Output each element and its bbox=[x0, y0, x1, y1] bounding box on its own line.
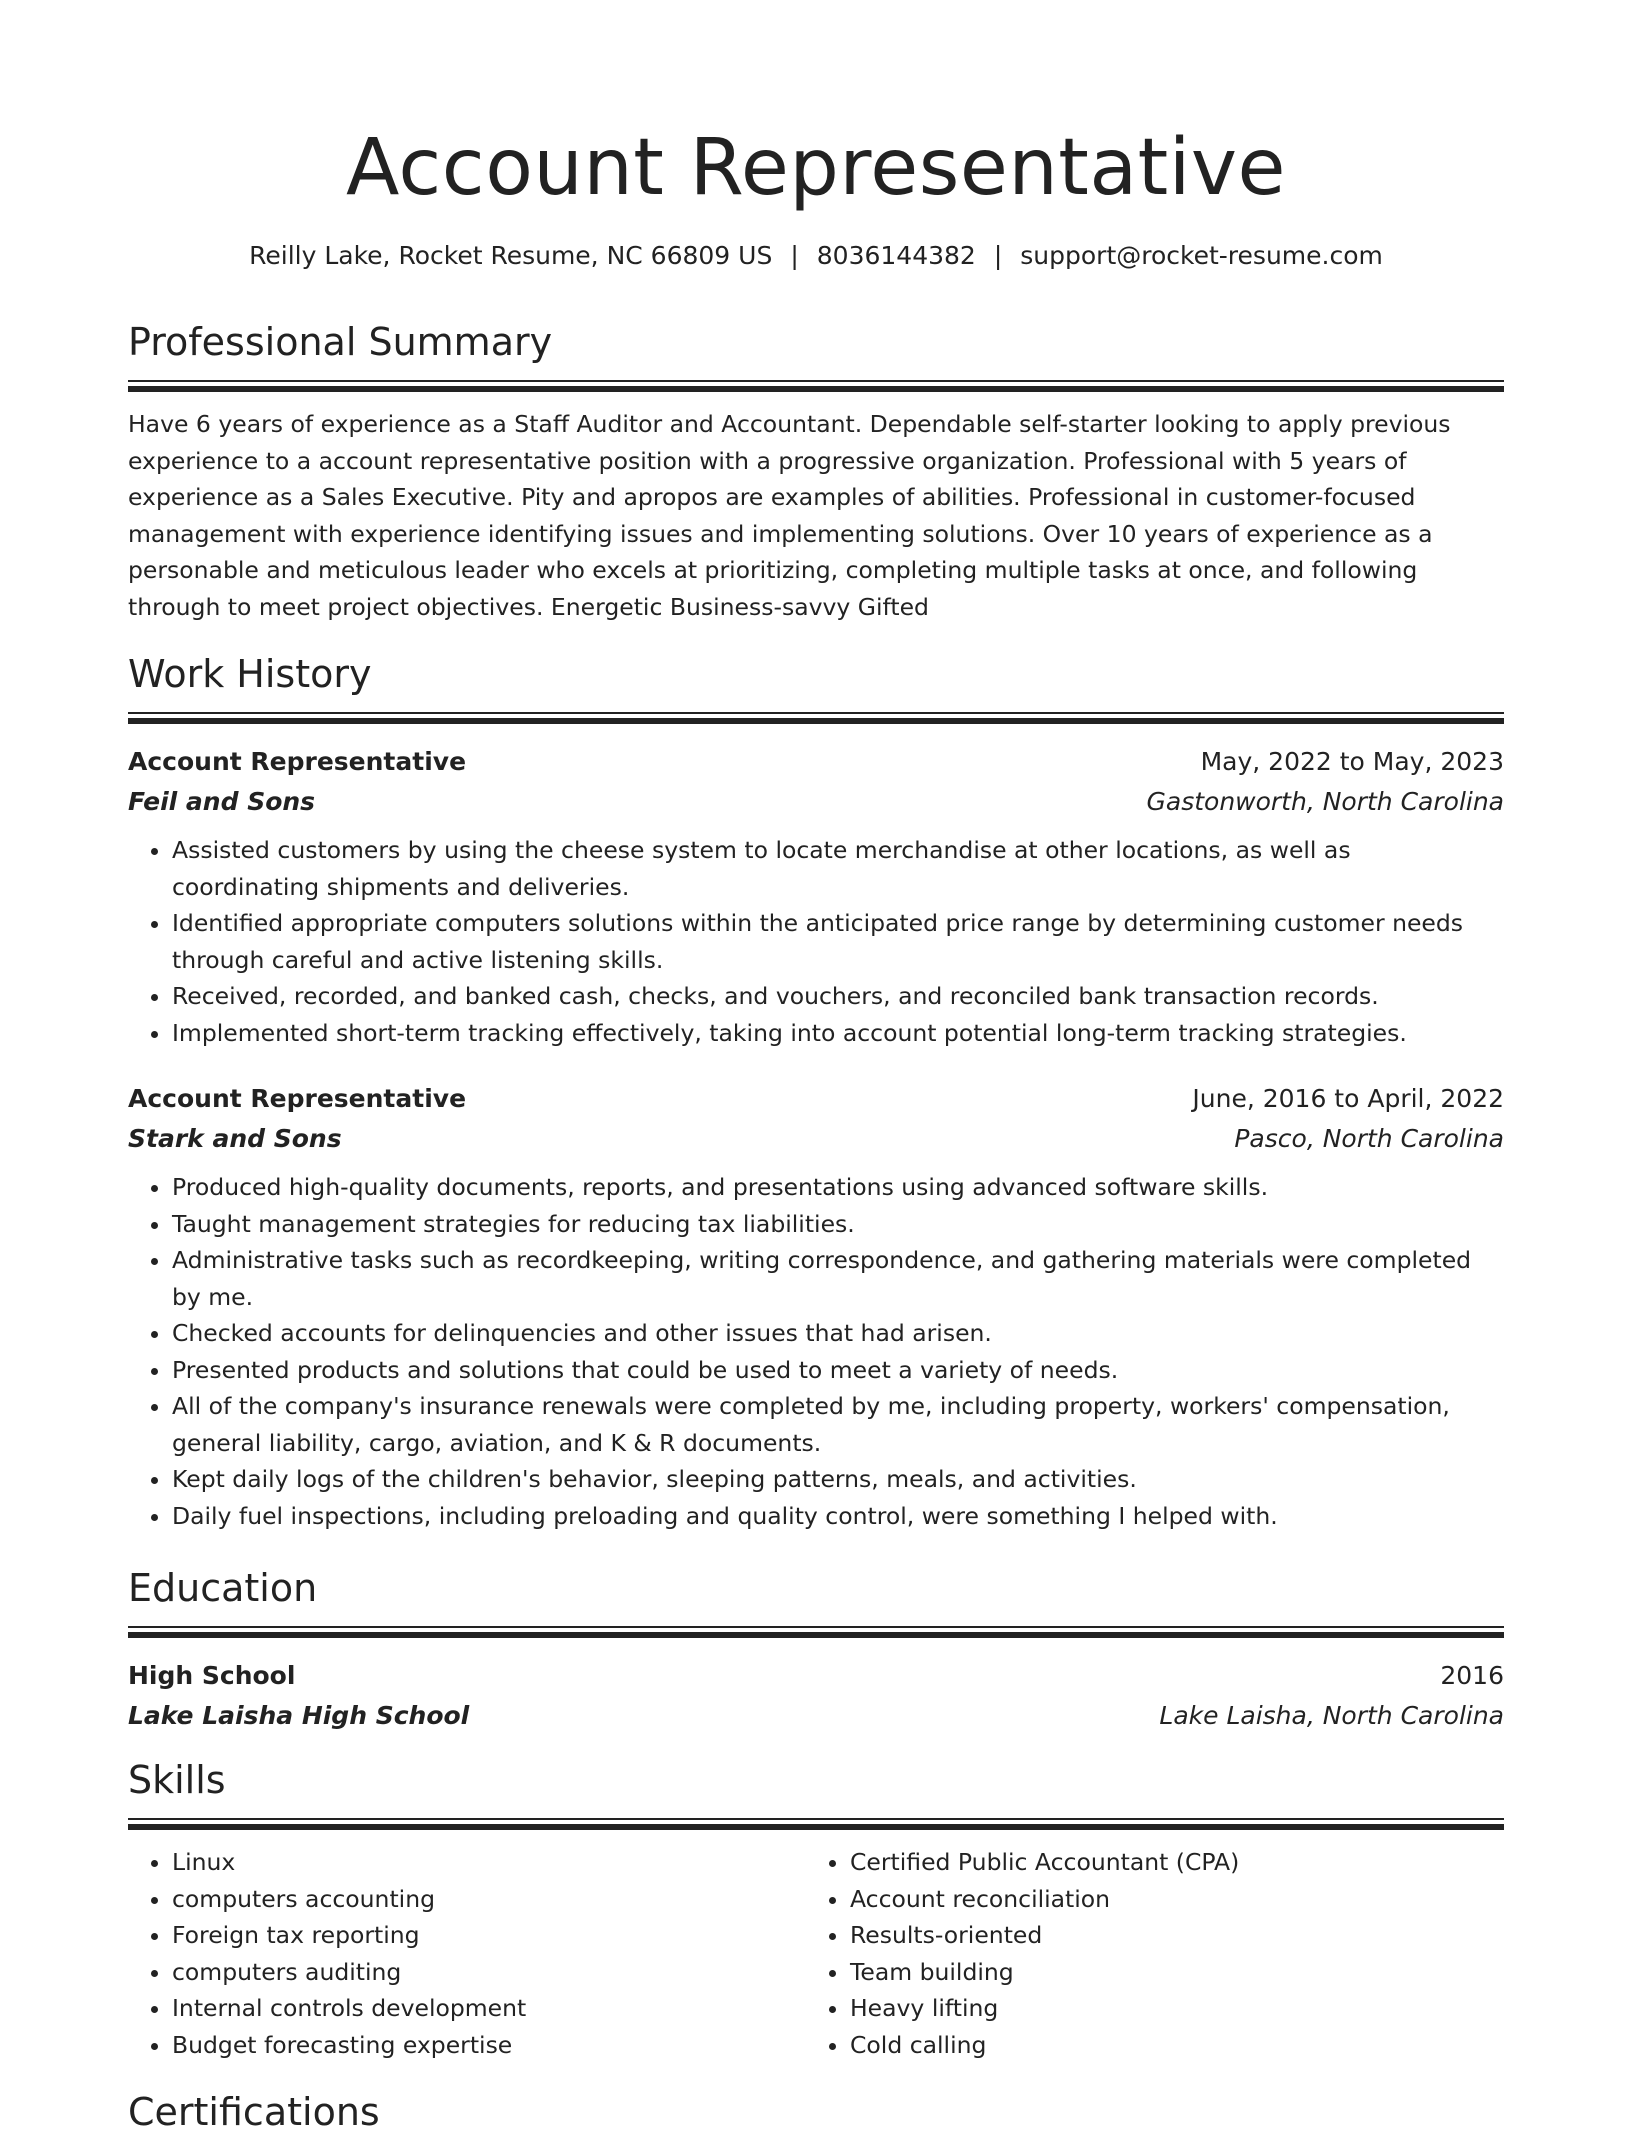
job-entry bbox=[128, 742, 1504, 1051]
job-entry bbox=[128, 1079, 1504, 1534]
skills-column-left bbox=[128, 1844, 806, 2063]
skill-item: • Budget forecasting expertise bbox=[172, 2027, 806, 2064]
bullet-item: • Checked accounts for delinquencies and other issues that had arisen. bbox=[172, 1315, 1504, 1352]
bullet-item: • Daily fuel inspections, including preloading and quality control, were something I helped with. bbox=[172, 1498, 1504, 1535]
bullet-item: • Produced high-quality documents, reports, and presentations using advanced software skills. bbox=[172, 1169, 1504, 1206]
bullet-item: • Implemented short-term tracking effectively, taking into account potential long-term tracking strategies. bbox=[172, 1015, 1504, 1052]
contact-separator: | bbox=[790, 241, 799, 270]
job-title: Account Representative bbox=[128, 1084, 467, 1113]
education-year: 2016 bbox=[1440, 1661, 1504, 1690]
job-dates: May, 2022 to May, 2023 bbox=[1200, 747, 1504, 776]
job-location: Pasco, North Carolina bbox=[1234, 1124, 1504, 1153]
resume-title: Account Representative bbox=[345, 123, 1287, 213]
job-bullets bbox=[128, 1169, 1504, 1534]
education-heading: Education bbox=[128, 1566, 318, 1610]
job-company: Feil and Sons bbox=[128, 787, 316, 816]
education-section bbox=[128, 1564, 1504, 1736]
education-school-row bbox=[128, 1696, 1504, 1736]
skills-heading: Skills bbox=[128, 1758, 226, 1802]
section-divider bbox=[128, 712, 1504, 724]
bullet-item: • Taught management strategies for reducing tax liabilities. bbox=[172, 1206, 1504, 1243]
certifications-heading: Certifications bbox=[128, 2090, 380, 2134]
education-entry bbox=[128, 1656, 1504, 1736]
bullet-item: • Kept daily logs of the children's behavior, sleeping patterns, meals, and activities. bbox=[172, 1461, 1504, 1498]
job-dates: June, 2016 to April, 2022 bbox=[1192, 1084, 1504, 1113]
education-header-row bbox=[128, 1656, 1504, 1696]
work-history-section bbox=[128, 650, 1504, 1534]
section-divider bbox=[128, 1818, 1504, 1830]
job-bullets bbox=[128, 832, 1504, 1051]
skill-item: • Internal controls development bbox=[172, 1990, 806, 2027]
contact-phone: 8036144382 bbox=[816, 241, 976, 270]
skills-columns bbox=[128, 1844, 1504, 2063]
section-divider bbox=[128, 1626, 1504, 1638]
job-header-row bbox=[128, 1079, 1504, 1119]
skill-item: • Results-oriented bbox=[850, 1917, 1484, 1954]
job-company: Stark and Sons bbox=[128, 1124, 342, 1153]
skills-list bbox=[128, 1844, 806, 2063]
bullet-item: • All of the company's insurance renewals were completed by me, including property, workers' compensation, general liability, cargo, aviation, and K & R documents. bbox=[172, 1388, 1504, 1461]
job-company-row bbox=[128, 1119, 1504, 1159]
skill-item: • Account reconciliation bbox=[850, 1881, 1484, 1918]
job-location: Gastonworth, North Carolina bbox=[1146, 787, 1504, 816]
skill-item: • Cold calling bbox=[850, 2027, 1484, 2064]
summary-text: Have 6 years of experience as a Staff Auditor and Accountant. Dependable self-starter looking to apply previous experience to a account representative position with a progressive organization. Professional with 5 years of experience as a Sales Executive. Pity and apropos are examples of abilities. Professional in customer-focused management with experience identifying issues and implementing solutions. Over 10 years of experience as a personable and meticulous leader who excels at prioritizing, completing multiple tasks at once, and following through to meet project objectives. Energetic Business-savvy Gifted bbox=[128, 410, 1451, 621]
skill-item: • Linux bbox=[172, 1844, 806, 1881]
summary-section bbox=[128, 318, 1504, 625]
section-divider bbox=[128, 380, 1504, 392]
skills-column-right bbox=[806, 1844, 1484, 2063]
education-school: Lake Laisha High School bbox=[128, 1701, 470, 1730]
bullet-item: • Administrative tasks such as recordkeeping, writing correspondence, and gathering materials were completed by me. bbox=[172, 1242, 1504, 1315]
skill-item: • computers auditing bbox=[172, 1954, 806, 1991]
bullet-item: • Assisted customers by using the cheese system to locate merchandise at other locations, as well as coordinating shipments and deliveries. bbox=[172, 832, 1504, 905]
education-degree: High School bbox=[128, 1661, 296, 1690]
skill-item: • Heavy lifting bbox=[850, 1990, 1484, 2027]
bullet-item: • Presented products and solutions that could be used to meet a variety of needs. bbox=[172, 1352, 1504, 1389]
bullet-item: • Received, recorded, and banked cash, checks, and vouchers, and reconciled bank transaction records. bbox=[172, 978, 1504, 1015]
contact-email: support@rocket-resume.com bbox=[1020, 241, 1383, 270]
skills-list bbox=[806, 1844, 1484, 2063]
job-company-row bbox=[128, 782, 1504, 822]
contact-line bbox=[128, 238, 1504, 274]
skills-section bbox=[128, 1756, 1504, 2063]
contact-separator: | bbox=[993, 241, 1003, 270]
resume-page bbox=[128, 0, 1504, 2134]
contact-address: Reilly Lake, Rocket Resume, NC 66809 US bbox=[249, 241, 773, 270]
job-header-row bbox=[128, 742, 1504, 782]
work-history-heading: Work History bbox=[128, 652, 372, 696]
skill-item: • computers accounting bbox=[172, 1881, 806, 1918]
job-title: Account Representative bbox=[128, 747, 467, 776]
skill-item: • Team building bbox=[850, 1954, 1484, 1991]
education-location: Lake Laisha, North Carolina bbox=[1159, 1701, 1504, 1730]
summary-heading: Professional Summary bbox=[128, 320, 553, 364]
skill-item: • Foreign tax reporting bbox=[172, 1917, 806, 1954]
bullet-item: • Identified appropriate computers solutions within the anticipated price range by determining customer needs through careful and active listening skills. bbox=[172, 905, 1504, 978]
skill-item: • Certified Public Accountant (CPA) bbox=[850, 1844, 1484, 1881]
